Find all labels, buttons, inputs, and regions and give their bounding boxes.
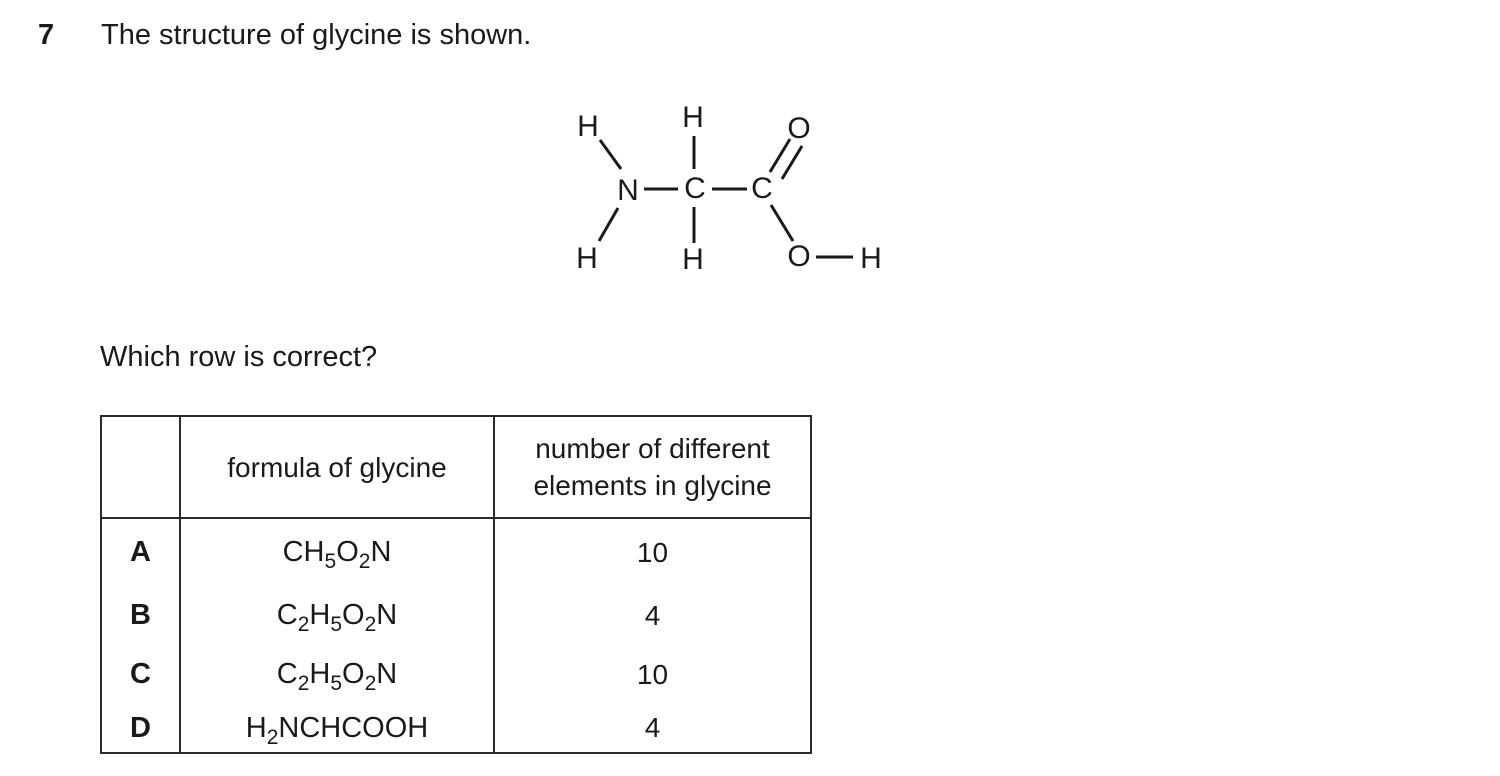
option-count: 4 — [494, 704, 811, 753]
atom-h-amine-top: H — [577, 110, 599, 143]
option-count: 10 — [494, 645, 811, 704]
question-number: 7 — [38, 19, 55, 51]
option-letter: A — [101, 518, 180, 586]
atom-h-hydroxyl: H — [860, 242, 882, 275]
option-formula: $CH_5O_2N$ — [180, 518, 494, 586]
option-formula: $C_2H_5O_2N$ — [180, 586, 494, 645]
atom-c-central: C — [684, 172, 706, 205]
bond-c-o-single — [771, 205, 793, 241]
glycine-structure-diagram — [540, 85, 900, 285]
atom-n-amine: N — [617, 174, 639, 207]
question-intro-text: The structure of glycine is shown. — [101, 19, 532, 51]
bond-n-h-bottom — [599, 208, 618, 241]
table-row-option-b — [101, 586, 811, 645]
option-letter: C — [101, 645, 180, 704]
option-formula: $C_2H_5O_2N$ — [180, 645, 494, 704]
table-row-option-d — [101, 704, 811, 753]
bond-h-n-top — [600, 140, 621, 169]
option-letter: D — [101, 704, 180, 753]
atom-h-central-bottom: H — [682, 243, 704, 276]
atom-o-carbonyl: O — [787, 112, 811, 145]
header-blank-cell — [101, 416, 180, 518]
question-prompt: Which row is correct? — [100, 341, 378, 373]
option-count: 4 — [494, 586, 811, 645]
bond-c-o-double-2 — [782, 146, 802, 179]
option-formula: $H_2NCHCOOH$ — [180, 704, 494, 753]
table-row-option-c — [101, 645, 811, 704]
option-count: 10 — [494, 518, 811, 586]
atom-c-carboxyl: C — [751, 172, 773, 205]
table-header-row — [101, 416, 811, 518]
atom-h-amine-bottom: H — [576, 242, 598, 275]
atom-o-hydroxyl: O — [787, 240, 811, 273]
table-row-option-a — [101, 518, 811, 586]
header-formula: formula of glycine — [180, 416, 494, 518]
header-element-count: number of different elements in glycine — [494, 416, 811, 518]
atom-h-central-top: H — [682, 101, 704, 134]
option-letter: B — [101, 586, 180, 645]
answer-table — [100, 415, 812, 754]
